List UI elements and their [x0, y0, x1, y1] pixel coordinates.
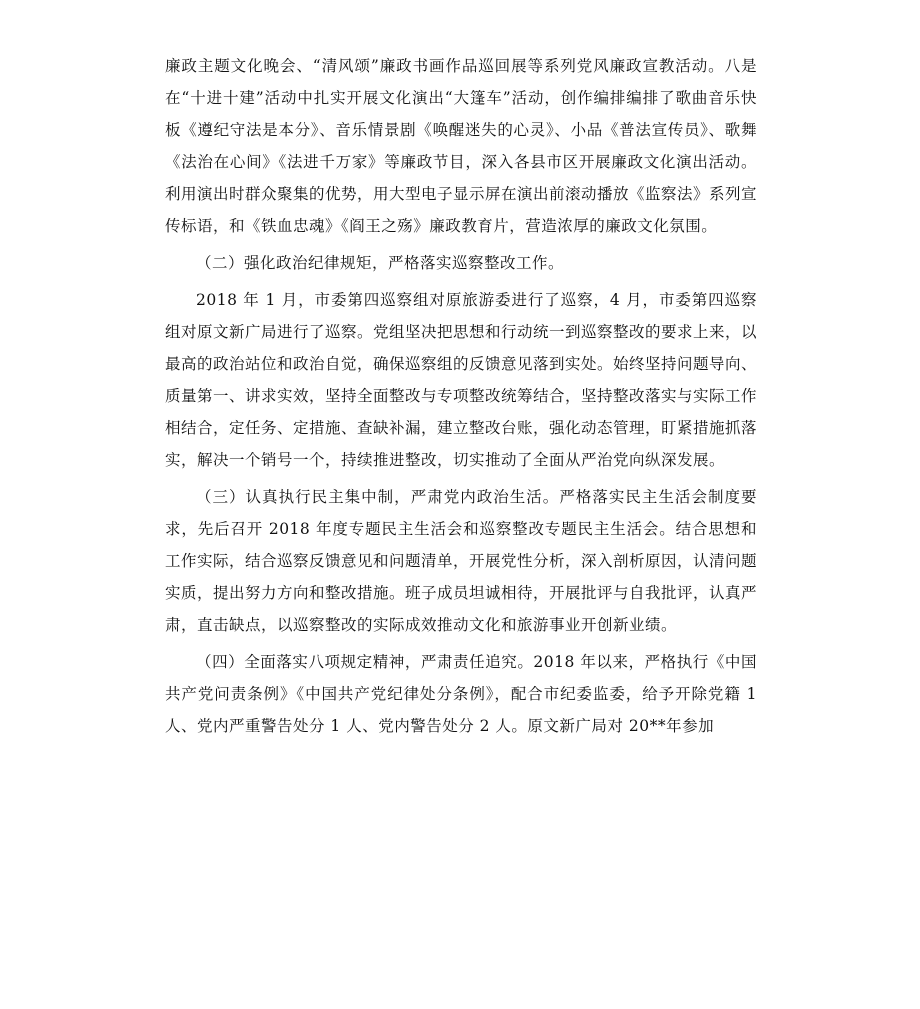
document-page	[165, 50, 757, 747]
paragraph-eight-regulations: （四）全面落实八项规定精神，严肃责任追究。2018 年以来，严格执行《中国共产党问责条例》《中国共产党纪律处分条例》，配合市纪委监委，给予开除党籍 1 人、党内严重警告处分 1 人、党内警告处分 2 人。原文新广局对 20**年参加	[165, 653, 757, 735]
paragraph-democratic-centralism: （三）认真执行民主集中制，严肃党内政治生活。严格落实民主生活会制度要求，先后召开 2018 年度专题民主生活会和巡察整改专题民主生活会。结合思想和工作实际，结合巡察反馈意见和问题清单，开展党性分析，深入剖析原因，认清问题实质，提出努力方向和整改措施。班子成员坦诚相待，开展批评与自我批评，认真严肃，直击缺点，以巡察整改的实际成效推动文化和旅游事业开创新业绩。	[165, 488, 758, 634]
heading-inspection-rectification: （二）强化政治纪律规矩，严格落实巡察整改工作。	[196, 254, 565, 272]
paragraph-publicity-activities: 廉政主题文化晚会、“清风颂”廉政书画作品巡回展等系列党风廉政宣教活动。八是在“十进十建”活动中扎实开展文化演出“大篷车”活动，创作编排编排了歌曲音乐快板《遵纪守法是本分》、音乐情景剧《唤醒迷失的心灵》、小品《普法宣传员》、歌舞《法治在心间》《法进千万家》等廉政节目，深入各县市区开展廉政文化演出活动。利用演出时群众聚集的优势，用大型电子显示屏在演出前滚动播放《监察法》系列宣传标语，和《铁血忠魂》《阎王之殇》廉政教育片，营造浓厚的廉政文化氛围。	[165, 57, 758, 235]
paragraph-inspection-rectification: 2018 年 1 月，市委第四巡察组对原旅游委进行了巡察，4 月，市委第四巡察组对原文新广局进行了巡察。党组坚决把思想和行动统一到巡察整改的要求上来，以最高的政治站位和政治自觉，确保巡察组的反馈意见落到实处。始终坚持问题导向、质量第一、讲求实效，坚持全面整改与专项整改统筹结合，坚持整改落实与实际工作相结合，定任务、定措施、查缺补漏，建立整改台账，强化动态管理，盯紧措施抓落实，解决一个销号一个，持续推进整改，切实推动了全面从严治党向纵深发展。	[165, 291, 758, 469]
